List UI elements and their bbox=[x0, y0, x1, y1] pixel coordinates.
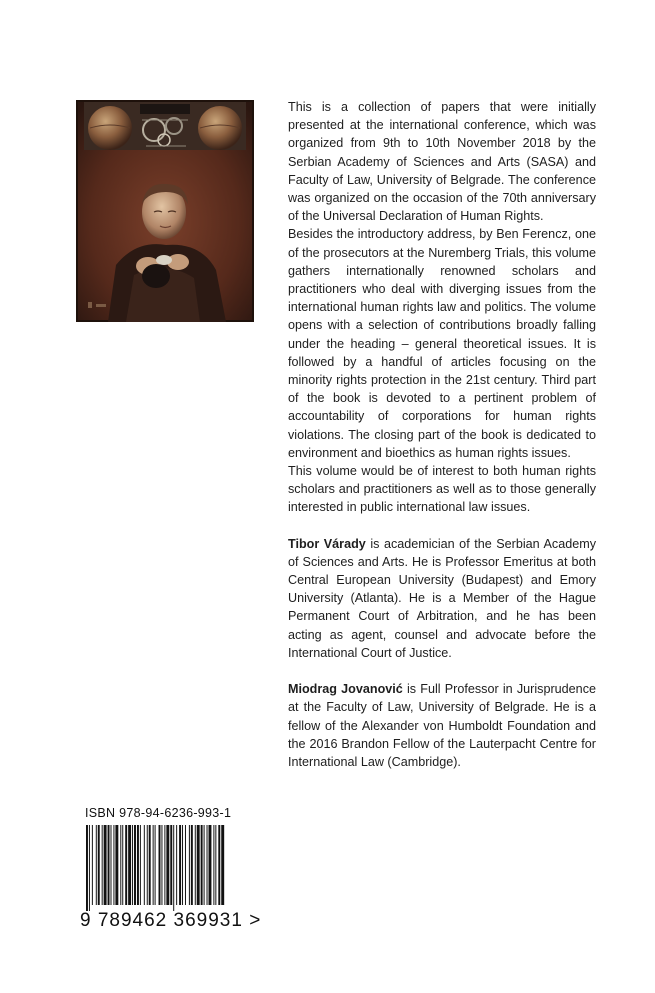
author-bio-jovanovic bbox=[288, 680, 596, 771]
barcode-bar bbox=[195, 825, 196, 905]
barcode-digits: 9 789462 369931 > bbox=[80, 910, 262, 931]
barcode-bar bbox=[128, 825, 131, 905]
barcode-bar bbox=[147, 825, 148, 905]
barcode-bar bbox=[209, 825, 212, 905]
spacer bbox=[288, 517, 596, 535]
isbn-label: ISBN 978-94-6236-993-1 bbox=[85, 806, 232, 820]
barcode-bar bbox=[140, 825, 141, 905]
barcode-bar bbox=[96, 825, 97, 905]
barcode-bar bbox=[155, 825, 156, 905]
barcode-bar bbox=[213, 825, 214, 905]
cover-painting bbox=[76, 100, 254, 322]
barcode-bar bbox=[185, 825, 186, 905]
intro-paragraph: This is a collection of papers that were initially presented at the international conference, which was organized from 9th to 10th November 2018 by the Serbian Academy of Sciences and Arts (SASA) and Faculty of Law, University of Belgrade. The conference was organized on the occasion of the 70th anniversary of the Universal Declaration of Human Rights. bbox=[288, 100, 596, 224]
barcode-bar bbox=[137, 825, 139, 905]
author-name: Miodrag Jovanović bbox=[288, 682, 403, 697]
barcode-bar bbox=[144, 825, 145, 905]
barcode-bar bbox=[176, 825, 177, 905]
barcode-bar bbox=[92, 825, 93, 905]
barcode-bar bbox=[159, 825, 161, 905]
barcode-bar bbox=[179, 825, 181, 905]
barcode bbox=[85, 825, 225, 911]
author-bio-varady bbox=[288, 535, 596, 662]
barcode-bar bbox=[108, 825, 110, 905]
barcode-bar bbox=[125, 825, 127, 905]
barcode-bar bbox=[115, 825, 118, 905]
barcode-bar bbox=[166, 825, 169, 905]
barcode-bar bbox=[113, 825, 114, 905]
barcode-bar bbox=[86, 825, 88, 911]
barcode-bar bbox=[104, 825, 107, 905]
barcode-bar bbox=[153, 825, 154, 905]
description-column bbox=[288, 98, 596, 771]
barcode-bar bbox=[164, 825, 165, 905]
barcode-bar bbox=[98, 825, 100, 905]
barcode-bar bbox=[120, 825, 121, 905]
barcode-bar bbox=[111, 825, 112, 905]
barcode-bar bbox=[189, 825, 190, 905]
audience-paragraph: This volume would be of interest to both human rights scholars and practitioners as well as to those generally interested in public international law issues. bbox=[288, 464, 596, 515]
barcode-bar bbox=[221, 825, 224, 905]
author-name: Tibor Várady bbox=[288, 536, 366, 551]
barcode-bar bbox=[218, 825, 220, 905]
barcode-bar bbox=[170, 825, 172, 905]
barcode-bar bbox=[122, 825, 123, 905]
barcode-bars bbox=[85, 825, 225, 911]
barcode-bar bbox=[102, 825, 103, 905]
barcode-bar bbox=[134, 825, 136, 905]
painting-image bbox=[76, 100, 254, 322]
barcode-bar bbox=[191, 825, 193, 905]
barcode-bar bbox=[173, 825, 174, 911]
contents-paragraph: Besides the introductory address, by Ben Ferencz, one of the prosecutors at the Nuremberg Trials, this volume gathers internationally renowned scholars and practitioners who deal with diverging issues from the international human rights law and politics. The volume opens with a selection of contributions broadly falling under the heading – general theoretical issues. It is followed by a handful of articles focusing on the minority rights protection in the 21st century. Third part of the book is devoted to a pertinent problem of accountability of corporations for human rights violations. The closing part of the book is dedicated to environment and bioethics as human rights issues. bbox=[288, 227, 596, 460]
barcode-bar bbox=[132, 825, 133, 905]
barcode-bar bbox=[149, 825, 151, 905]
barcode-bar bbox=[161, 825, 162, 905]
author-bio-text: is Full Professor in Jurisprudence at the Faculty of Law, University of Belgrade. He is a fellow of the Alexander von Humboldt Foundation and the 2016 Brandon Fellow of the Lauterpacht Centre for International Law (Cambridge). bbox=[288, 682, 596, 769]
barcode-bar bbox=[215, 825, 216, 905]
barcode-bar bbox=[197, 825, 200, 905]
barcode-bar bbox=[89, 825, 90, 911]
barcode-bar bbox=[207, 825, 208, 905]
barcode-bar bbox=[204, 825, 205, 905]
spacer bbox=[288, 662, 596, 680]
author-bio-text: is academician of the Serbian Academy of Sciences and Arts. He is Professor Emeritus at both Central European University (Budapest) and Emory University (Atlanta). He is a Member of the Hague Permanent Court of Arbitration, and he has been acting as agent, counsel and advocate before the International Court of Justice. bbox=[288, 536, 596, 660]
barcode-bar bbox=[182, 825, 183, 905]
barcode-bar bbox=[201, 825, 203, 905]
